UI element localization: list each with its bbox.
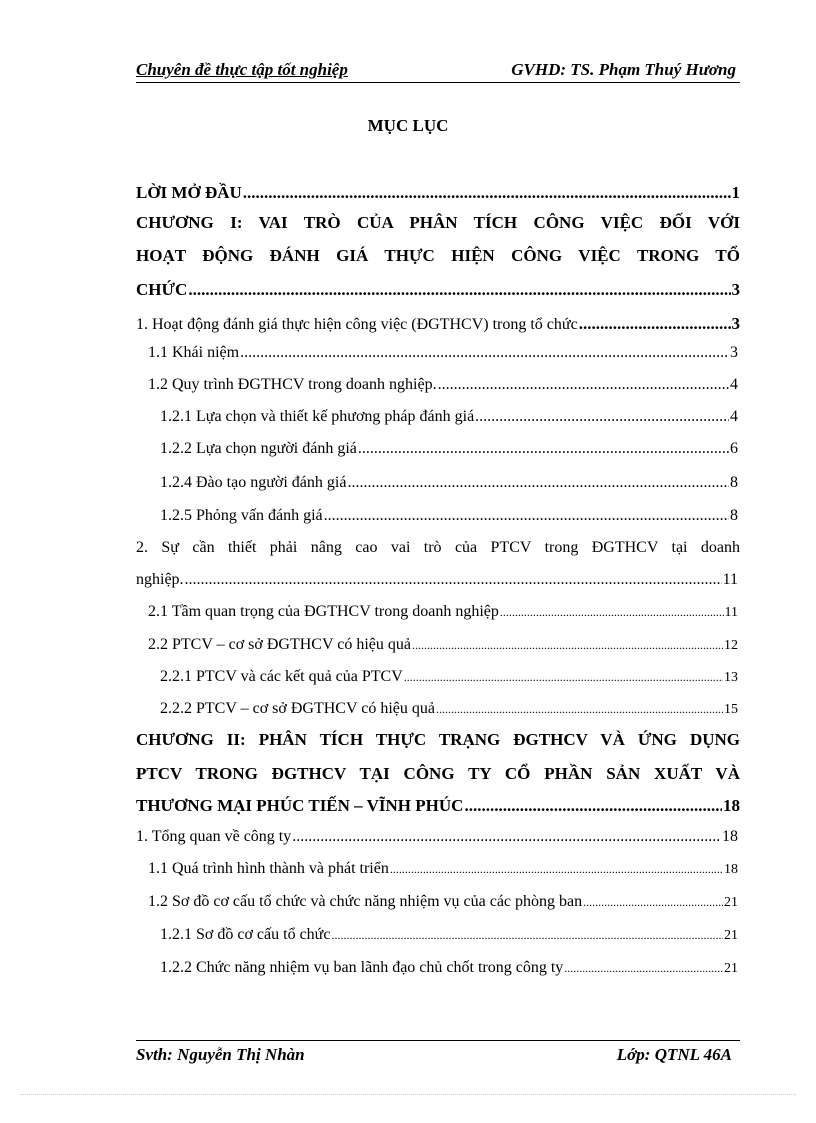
toc-label: 1.2.5 Phỏng vấn đánh giá	[160, 507, 323, 524]
toc-entry-s1-2[interactable]	[148, 376, 738, 394]
toc-page: 12	[724, 638, 738, 653]
header-right: GVHD: TS. Phạm Thuý Hương	[511, 60, 736, 79]
toc-label: 2.1 Tầm quan trọng của ĐGTHCV trong doanh nghiệp	[148, 603, 499, 620]
toc-entry-s1-2-4[interactable]	[160, 474, 738, 492]
toc-entry-s2[interactable]	[136, 571, 738, 589]
toc-label: THƯƠNG MẠI PHÚC TIẾN – VĨNH PHÚC	[136, 796, 464, 815]
toc-page: 21	[724, 961, 738, 976]
toc-page: 1	[731, 183, 740, 202]
toc-entry-c2s1-2-1[interactable]	[160, 926, 738, 944]
toc-leader	[324, 507, 729, 525]
toc-leader	[240, 344, 729, 362]
toc-label: LỜI MỞ ĐẦU	[136, 183, 242, 202]
toc-page: 11	[724, 605, 738, 620]
toc-label: 1.2.4 Đào tạo người đánh giá	[160, 474, 347, 491]
toc-label: nghiệp.	[136, 571, 184, 588]
footer-left: Svth: Nguyễn Thị Nhàn	[136, 1045, 305, 1064]
toc-leader	[404, 670, 723, 685]
toc-label: 1.2.1 Lựa chọn và thiết kế phương pháp đánh giá	[160, 408, 475, 425]
toc-label: 1.2 Quy trình ĐGTHCV trong doanh nghiệp.	[148, 376, 437, 393]
toc-entry-s1-2-2[interactable]	[160, 440, 738, 458]
toc-entry-c2s1-2[interactable]	[148, 893, 738, 911]
toc-label: 2.2.1 PTCV và các kết quả của PTCV	[160, 668, 403, 685]
toc-entry-s2-2[interactable]	[148, 636, 738, 654]
toc-entry-c2s1-1[interactable]	[148, 860, 738, 878]
toc-entry-intro[interactable]	[136, 183, 740, 203]
toc-leader	[579, 314, 731, 334]
toc-leader	[331, 928, 723, 943]
toc-leader	[438, 376, 729, 394]
toc-leader	[188, 280, 730, 300]
page-footer	[136, 1040, 740, 1071]
toc-page: 21	[724, 928, 738, 943]
page-title: MỤC LỤC	[367, 116, 449, 135]
toc-label: 1. Hoạt động đánh giá thực hiện công việc (ĐGTHCV) trong tổ chức	[136, 316, 578, 333]
toc-page: 11	[722, 571, 738, 588]
toc-page: 21	[724, 895, 738, 910]
toc-entry-s2-1[interactable]	[148, 603, 738, 621]
toc-entry-c2s1-2-2[interactable]	[160, 959, 738, 977]
toc-page: 6	[730, 440, 738, 457]
toc-leader	[464, 796, 722, 816]
toc-page: 18	[723, 796, 740, 815]
toc-entry-ch1-line1[interactable]: CHƯƠNG I: VAI TRÒ CỦA PHÂN TÍCH CÔNG VIỆC ĐỐI VỚI	[136, 213, 740, 232]
toc-label: CHỨC	[136, 280, 188, 299]
toc-entry-ch2[interactable]	[136, 796, 740, 816]
toc-leader	[243, 183, 731, 203]
toc-leader	[412, 638, 723, 653]
toc-leader	[475, 408, 729, 426]
footer-right: Lớp: QTNL 46A	[616, 1045, 732, 1064]
toc-entry-s1-2-5[interactable]	[160, 507, 738, 525]
toc-page: 3	[731, 314, 740, 333]
toc-label: 1. Tổng quan về công ty	[136, 828, 292, 845]
toc-leader	[564, 961, 723, 976]
toc-label: 1.2.2 Chức năng nhiệm vụ ban lãnh đạo chủ chốt trong công ty	[160, 959, 564, 976]
toc-entry-c2s1[interactable]	[136, 828, 738, 846]
header-left: Chuyên đề thực tập tốt nghiệp	[136, 60, 348, 79]
toc-leader	[358, 440, 729, 458]
page-header	[136, 58, 740, 83]
toc-entry-s1[interactable]	[136, 314, 740, 334]
toc-leader	[185, 571, 722, 589]
toc-label: 1.1 Quá trình hình thành và phát triển	[148, 860, 389, 877]
toc-page: 8	[730, 507, 738, 524]
toc-label: 1.2.1 Sơ đồ cơ cấu tổ chức	[160, 926, 331, 943]
toc-entry-ch2-line1[interactable]: CHƯƠNG II: PHÂN TÍCH THỰC TRẠNG ĐGTHCV VÀ ỨNG DỤNG	[136, 730, 740, 749]
toc-page: 13	[724, 670, 738, 685]
toc-page: 18	[724, 862, 738, 877]
toc-label: 2.2 PTCV – cơ sở ĐGTHCV có hiệu quả	[148, 636, 411, 653]
toc-page: 18	[722, 828, 738, 845]
toc-page: 3	[731, 280, 740, 299]
toc-entry-ch2-line2[interactable]: PTCV TRONG ĐGTHCV TẠI CÔNG TY CỔ PHẦN SẢN XUẤT VÀ	[136, 764, 740, 783]
toc-entry-ch1-line2[interactable]: HOẠT ĐỘNG ĐÁNH GIÁ THỰC HIỆN CÔNG VIỆC TRONG TỔ	[136, 246, 740, 265]
toc-page: 4	[730, 376, 738, 393]
toc-leader	[292, 828, 721, 846]
toc-page: 8	[730, 474, 738, 491]
toc-leader	[583, 895, 723, 910]
toc-entry-s1-1[interactable]	[148, 344, 738, 362]
toc-leader	[347, 474, 729, 492]
toc-label: 1.2 Sơ đồ cơ cấu tổ chức và chức năng nhiệm vụ của các phòng ban	[148, 893, 583, 910]
toc-entry-s1-2-1[interactable]	[160, 408, 738, 426]
toc-entry-ch1[interactable]	[136, 280, 740, 300]
toc-entry-s2-2-1[interactable]	[160, 668, 738, 686]
toc-leader	[500, 605, 724, 620]
toc-label: 1.1 Khái niệm	[148, 344, 240, 361]
toc-leader	[390, 862, 723, 877]
toc-page: 3	[730, 344, 738, 361]
toc-page: 15	[724, 702, 738, 717]
toc-entry-s2-2-2[interactable]	[160, 700, 738, 718]
toc-page: 4	[730, 408, 738, 425]
toc-label: 1.2.2 Lựa chọn người đánh giá	[160, 440, 357, 457]
toc-leader	[436, 702, 723, 717]
page-edge-divider	[20, 1094, 796, 1095]
toc-entry-s2-line1[interactable]: 2. Sự cần thiết phải nâng cao vai trò của PTCV trong ĐGTHCV tại doanh	[136, 539, 740, 556]
toc-label: 2.2.2 PTCV – cơ sở ĐGTHCV có hiệu quả	[160, 700, 435, 717]
